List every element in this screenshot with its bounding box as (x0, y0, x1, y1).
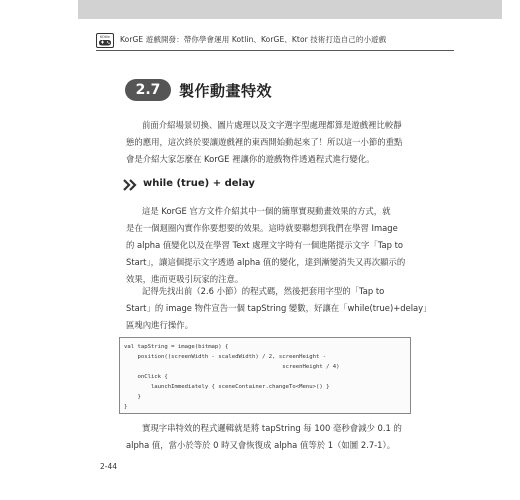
text-line: 前面介紹場景切換、圖片處理以及文字選字型處理都算是遊戲裡比較靜 (142, 120, 402, 130)
page-number: 2-44 (100, 462, 118, 471)
text-line: 的 alpha 值變化以及在學習 Text 處理文字時有一個進階提示文字「Tap to (126, 240, 404, 250)
code-line: position((screenWidth - scaledWidth) / 2, screenHeight - (124, 354, 327, 360)
body-paragraph-3 (126, 420, 411, 454)
text-line: 效果，進而更吸引玩家的注意。 (126, 274, 244, 284)
double-chevron-right-icon (123, 179, 139, 191)
text-line: 記得先找出前（2.6 小節）的程式碼，然後把套用字型的「Tap to (142, 286, 385, 296)
intro-paragraph (126, 117, 411, 168)
running-header (96, 33, 456, 49)
code-line: launchImmediately { sceneContainer.changeTo<Menu>() } (124, 384, 330, 390)
gamepad-icon (96, 33, 114, 48)
text-line: Start」的 image 物件宣告一個 tapString 變數，好讓在「while(true)+delay」 (126, 303, 432, 313)
code-line: } (124, 404, 128, 410)
top-gray-band (78, 0, 502, 19)
body-paragraph-2 (126, 283, 432, 334)
text-line: 態的應用，這次終於要讓遊戲裡的東西開始動起來了！所以這一小節的重點 (126, 137, 403, 147)
text-line: 是在一個迴圈內實作你要想要的效果。這時就要聯想到我們在學習 Image (126, 223, 398, 233)
text-line: 會是介紹大家怎麼在 KorGE 裡讓你的遊戲物件透過程式進行變化。 (126, 154, 375, 164)
body-paragraph-1 (126, 203, 411, 288)
text-line: 這是 KorGE 官方文件介紹其中一個的簡單實現動畫效果的方式，就 (142, 206, 391, 216)
section-number-badge: 2.7 (125, 79, 171, 101)
text-line: 區塊內進行操作。 (126, 320, 193, 330)
subsection-heading (123, 177, 323, 193)
text-line: Start」，讓這個提示文字透過 alpha 值的變化，達到漸變消失又再次顯示的 (126, 257, 406, 267)
section-heading (125, 79, 385, 103)
header-divider (96, 50, 454, 51)
subsection-title: while (true) + delay (143, 178, 255, 189)
logo-text: KOtlin (99, 35, 111, 39)
code-line: screenHeight / 4) (124, 364, 340, 370)
code-line: onClick { (124, 374, 168, 380)
header-title: KorGE 遊戲開發：帶你學會運用 Kotlin、KorGE、Ktor 技術打造自己的小遊戲 (120, 35, 387, 44)
code-block (119, 337, 411, 414)
section-title: 製作動畫特效 (179, 82, 273, 100)
text-line: 實現字串特效的程式邏輯就是將 tapString 每 100 毫秒會減少 0.1 的 (142, 423, 402, 433)
code-line: } (124, 394, 141, 400)
code-line: val tapString = image(bitmap) { (124, 344, 229, 350)
text-line: alpha 值，當小於等於 0 時又會恢復成 alpha 值等於 1（如圖 2.7-1）。 (126, 440, 396, 450)
